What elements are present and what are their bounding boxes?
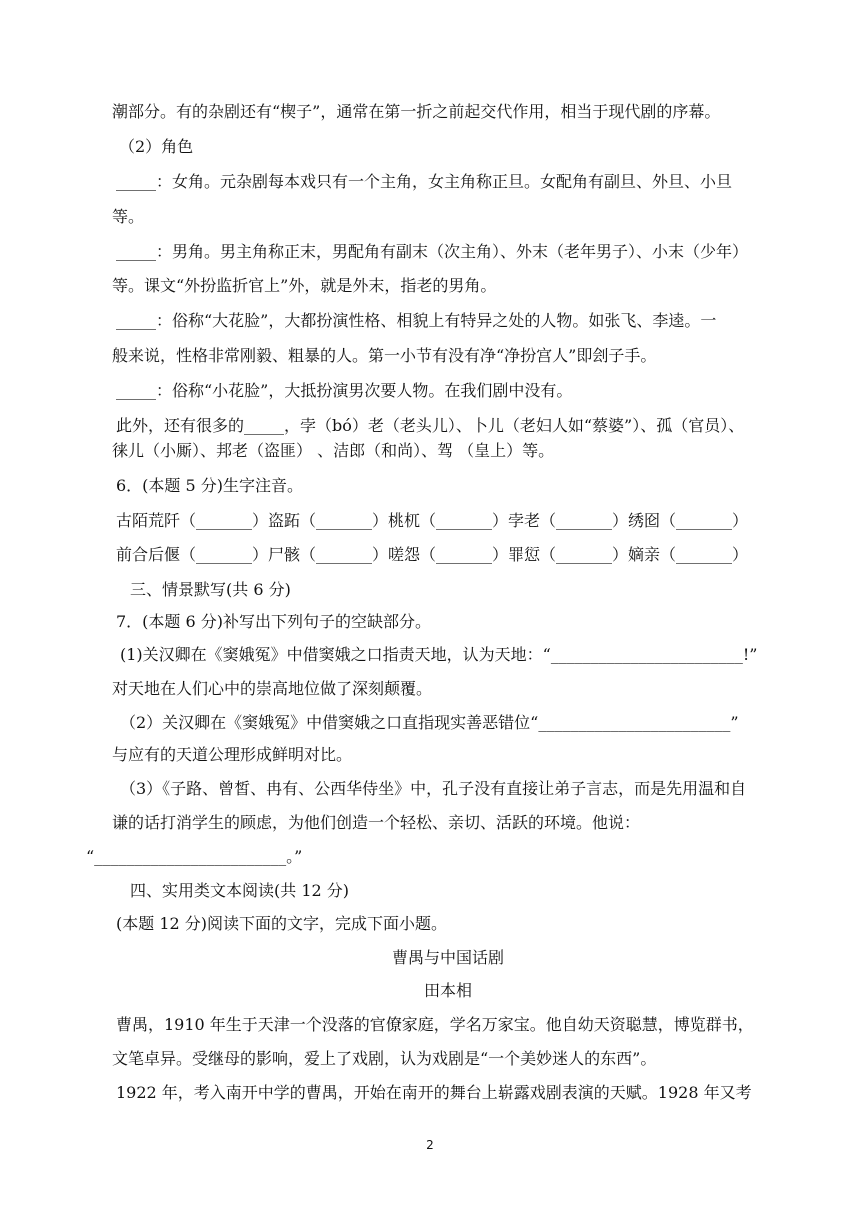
section-heading: （2）角色 (119, 137, 194, 156)
dictation-line: （3）《子路、曾皙、冉有、公西华侍坐》中，孔子没有直接让弟子言志，而是先用温和自 (120, 779, 747, 798)
dictation-line: “________________________。” (86, 847, 303, 866)
body-text-line: 等。 (112, 207, 145, 226)
body-text-line: _____：男角。男主角称正末，男配角有副末（次主角）、外末（老年男子）、小末（少年） (116, 242, 749, 261)
body-text-line: 等。课文“外扮监折官上”外，就是外末，指老的男角。 (112, 276, 497, 295)
body-text-line: 谦的话打消学生的顾虑，为他们创造一个轻松、亲切、活跃的环境。他说： (112, 813, 641, 832)
dictation-line: （2）关汉卿在《窦娥冤》中借窦娥之口直指现实善恶错位“________________________” (120, 713, 739, 732)
body-text-line: _____：俗称“大花脸”，大都扮演性格、相貌上有特异之处的人物。如张飞、李逵。一 (116, 311, 717, 330)
body-text-line: (本题 12 分)阅读下面的文字，完成下面小题。 (116, 914, 448, 933)
article-title: 曹禺与中国话剧 (391, 948, 504, 967)
section-heading: 三、情景默写(共 6 分) (130, 580, 291, 599)
body-text-line: 1922 年，考入南开中学的曹禺，开始在南开的舞台上崭露戏剧表演的天赋。1928 年又考 (116, 1083, 752, 1102)
article-author: 田本相 (423, 981, 472, 1000)
body-text-line: 对天地在人们心中的崇高地位做了深刻颠覆。 (112, 679, 433, 698)
body-text-line: 般来说，性格非常刚毅、粗暴的人。第一小节有没有净“净扮宫人”即刽子手。 (112, 346, 657, 365)
question-heading: 7．(本题 6 分)补写出下列句子的空缺部分。 (116, 612, 432, 631)
pinyin-question-line: 古陌荒阡（_______）盗跖（_______）桃杌（_______）孛老（_______）绣囵（_______） (116, 511, 749, 530)
body-text-line: 潮部分。有的杂剧还有“楔子”，通常在第一折之前起交代作用，相当于现代剧的序幕。 (112, 102, 721, 121)
page-number: 2 (426, 1138, 434, 1152)
body-text-line: _____：俗称“小花脸”，大抵扮演男次要人物。在我们剧中没有。 (116, 381, 573, 400)
body-text-line: 文笔卓异。受继母的影响，爱上了戏剧，认为戏剧是“一个美妙迷人的东西”。 (112, 1049, 657, 1068)
pinyin-question-line: 前合后偃（_______）尸骸（_______）嗟怨（_______）罪愆（_______）嫡亲（_______） (116, 545, 749, 564)
body-text-line: 徕儿（小厮）、邦老（盗匪） 、洁郎（和尚）、驾 （皇上）等。 (112, 441, 555, 460)
body-text-line: 与应有的天道公理形成鲜明对比。 (112, 745, 353, 764)
body-text-line: 此外，还有很多的_____，孛（bó）老（老头儿）、卜儿（老妇人如“蔡婆”）、孤（官员）、 (116, 416, 745, 435)
body-text-line: _____：女角。元杂剧每本戏只有一个主角，女主角称正旦。女配角有副旦、外旦、小旦 (116, 172, 733, 191)
question-heading: 6．(本题 5 分)生字注音。 (116, 476, 304, 495)
dictation-line: (1)关汉卿在《窦娥冤》中借窦娥之口指责天地，认为天地：“________________________!” (120, 645, 758, 664)
section-heading: 四、实用类文本阅读(共 12 分) (130, 881, 350, 900)
body-text-line: 曹禺，1910 年生于天津一个没落的官僚家庭，学名万家宝。他自幼天资聪慧，博览群书， (116, 1015, 754, 1034)
